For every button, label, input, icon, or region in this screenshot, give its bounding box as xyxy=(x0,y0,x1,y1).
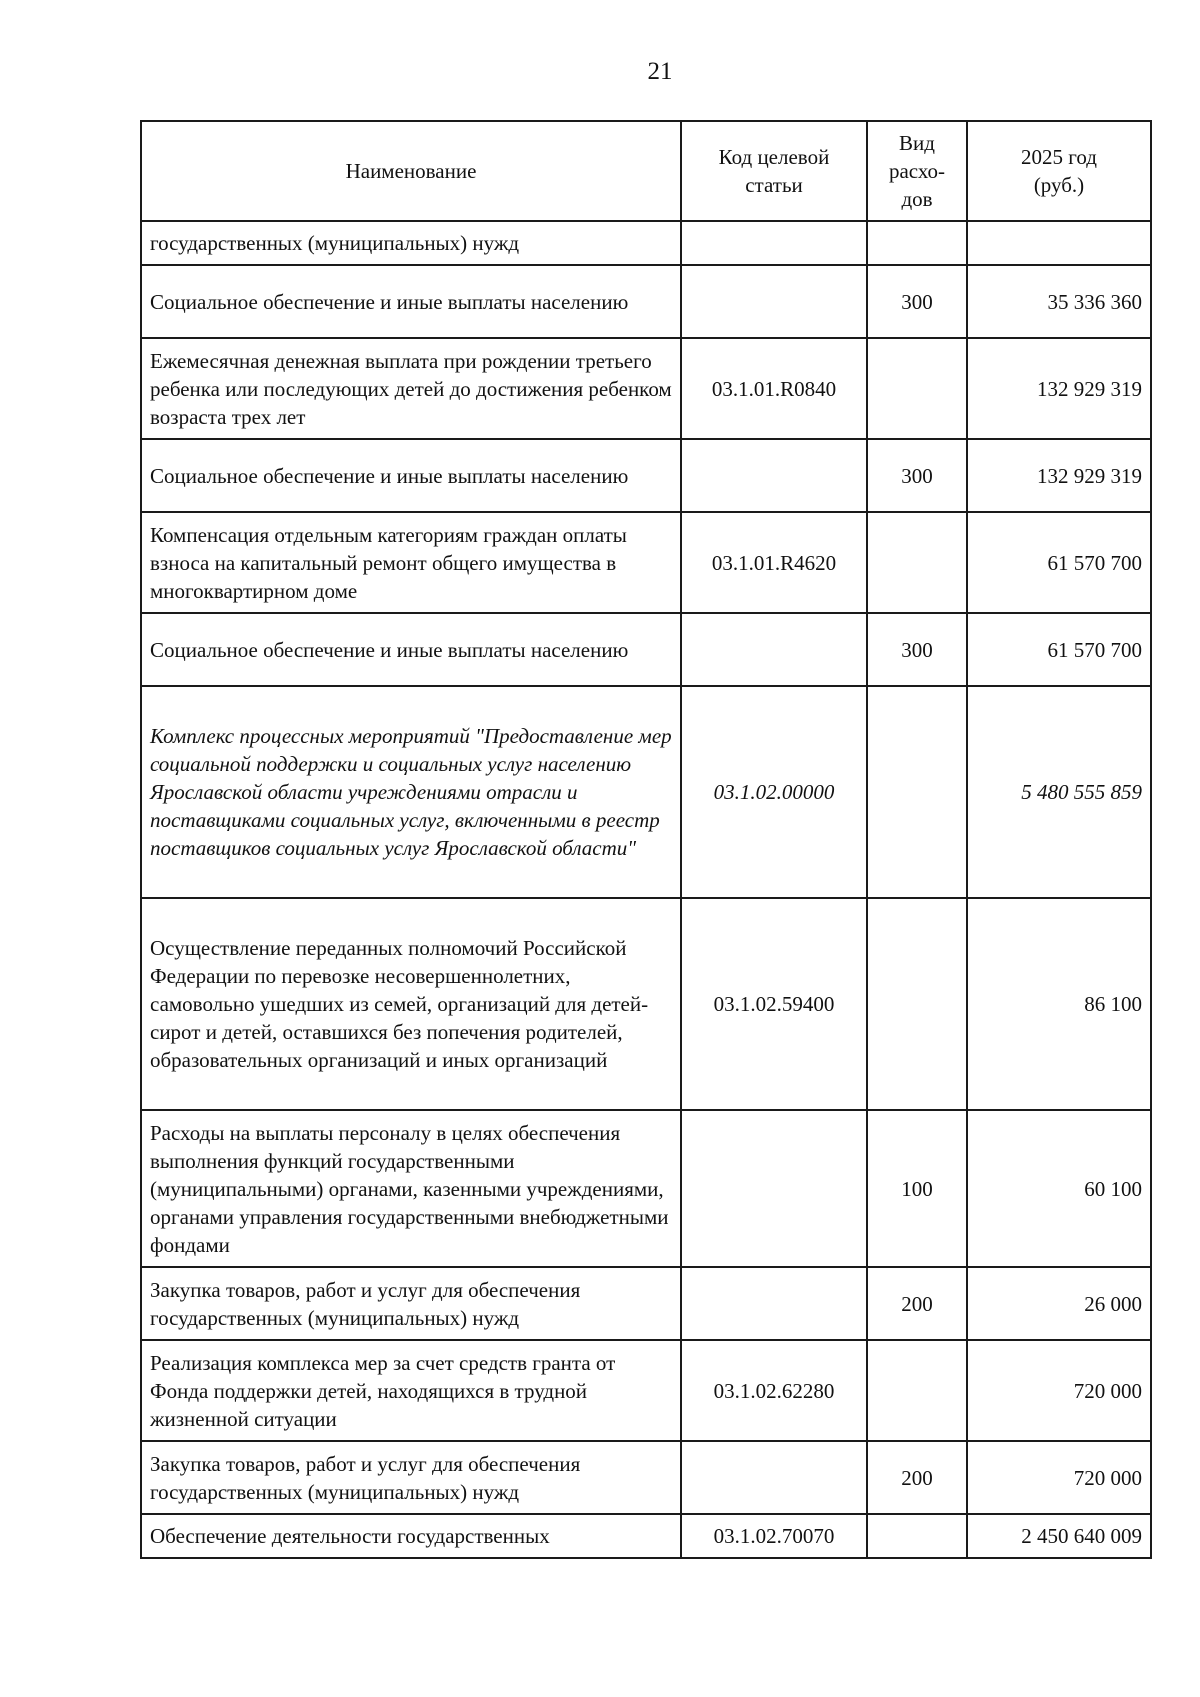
row-name: Осуществление переданных полномочий Российской Федерации по перевозке несовершеннолетних, самовольно ушедших из семей, организаций для детей-сирот и детей, оставшихся без попечения родителей, образовательных организаций и иных организаций xyxy=(141,898,681,1110)
row-kind xyxy=(867,221,967,265)
row-name: Обеспечение деятельности государственных xyxy=(141,1514,681,1558)
row-code: 03.1.02.59400 xyxy=(681,898,867,1110)
header-amount xyxy=(967,121,1151,221)
row-name: Социальное обеспечение и иные выплаты населению xyxy=(141,613,681,686)
header-kind: Вид расхо-дов xyxy=(867,121,967,221)
row-name: Ежемесячная денежная выплата при рождении третьего ребенка или последующих детей до достижения ребенком возраста трех лет xyxy=(141,338,681,439)
table-row xyxy=(141,1441,1151,1514)
row-kind xyxy=(867,898,967,1110)
row-amount: 132 929 319 xyxy=(967,338,1151,439)
row-kind: 200 xyxy=(867,1441,967,1514)
row-amount: 720 000 xyxy=(967,1340,1151,1441)
row-code xyxy=(681,1441,867,1514)
row-amount: 61 570 700 xyxy=(967,512,1151,613)
row-name: Закупка товаров, работ и услуг для обеспечения государственных (муниципальных) нужд xyxy=(141,1267,681,1340)
row-name: Социальное обеспечение и иные выплаты населению xyxy=(141,439,681,512)
table-row xyxy=(141,338,1151,439)
budget-table xyxy=(140,120,1152,1559)
table-header-row xyxy=(141,121,1151,221)
table-row xyxy=(141,221,1151,265)
row-kind: 300 xyxy=(867,439,967,512)
row-amount: 2 450 640 009 xyxy=(967,1514,1151,1558)
row-amount: 35 336 360 xyxy=(967,265,1151,338)
table-row xyxy=(141,1267,1151,1340)
header-name: Наименование xyxy=(141,121,681,221)
header-amount-year: 2025 год xyxy=(1021,145,1097,169)
header-amount-unit: (руб.) xyxy=(1033,173,1085,197)
row-code: 03.1.02.70070 xyxy=(681,1514,867,1558)
row-code: 03.1.02.00000 xyxy=(681,686,867,898)
row-kind xyxy=(867,1340,967,1441)
row-amount: 720 000 xyxy=(967,1441,1151,1514)
row-code xyxy=(681,439,867,512)
row-kind: 300 xyxy=(867,613,967,686)
table-row xyxy=(141,1514,1151,1558)
page-number: 21 xyxy=(647,58,673,85)
row-code: 03.1.01.R0840 xyxy=(681,338,867,439)
row-amount xyxy=(967,221,1151,265)
row-kind: 200 xyxy=(867,1267,967,1340)
table-row xyxy=(141,1110,1151,1267)
table-row xyxy=(141,613,1151,686)
row-name: государственных (муниципальных) нужд xyxy=(141,221,681,265)
row-code xyxy=(681,613,867,686)
row-kind xyxy=(867,686,967,898)
row-kind xyxy=(867,338,967,439)
row-kind xyxy=(867,1514,967,1558)
table-row xyxy=(141,686,1151,898)
row-name: Закупка товаров, работ и услуг для обеспечения государственных (муниципальных) нужд xyxy=(141,1441,681,1514)
header-code: Код целевой статьи xyxy=(681,121,867,221)
row-code xyxy=(681,221,867,265)
row-code: 03.1.02.62280 xyxy=(681,1340,867,1441)
table-row xyxy=(141,512,1151,613)
row-code xyxy=(681,1267,867,1340)
row-code: 03.1.01.R4620 xyxy=(681,512,867,613)
table-row xyxy=(141,265,1151,338)
row-kind: 100 xyxy=(867,1110,967,1267)
row-kind: 300 xyxy=(867,265,967,338)
row-amount: 5 480 555 859 xyxy=(967,686,1151,898)
row-code xyxy=(681,265,867,338)
row-name: Социальное обеспечение и иные выплаты населению xyxy=(141,265,681,338)
row-amount: 86 100 xyxy=(967,898,1151,1110)
row-name: Компенсация отдельным категориям граждан оплаты взноса на капитальный ремонт общего имущества в многоквартирном доме xyxy=(141,512,681,613)
row-amount: 60 100 xyxy=(967,1110,1151,1267)
row-name: Комплекс процессных мероприятий "Предоставление мер социальной поддержки и социальных услуг населению Ярославской области учреждениями отрасли и поставщиками социальных услуг, включенными в реестр поставщиков социальных услуг Ярославской области" xyxy=(141,686,681,898)
row-amount: 26 000 xyxy=(967,1267,1151,1340)
row-name: Расходы на выплаты персоналу в целях обеспечения выполнения функций государственными (муниципальными) органами, казенными учреждениями, органами управления государственными внебюджетными фондами xyxy=(141,1110,681,1267)
row-amount: 61 570 700 xyxy=(967,613,1151,686)
table-row xyxy=(141,1340,1151,1441)
row-name: Реализация комплекса мер за счет средств гранта от Фонда поддержки детей, находящихся в трудной жизненной ситуации xyxy=(141,1340,681,1441)
row-kind xyxy=(867,512,967,613)
row-code xyxy=(681,1110,867,1267)
row-amount: 132 929 319 xyxy=(967,439,1151,512)
table-row xyxy=(141,439,1151,512)
table-row xyxy=(141,898,1151,1110)
